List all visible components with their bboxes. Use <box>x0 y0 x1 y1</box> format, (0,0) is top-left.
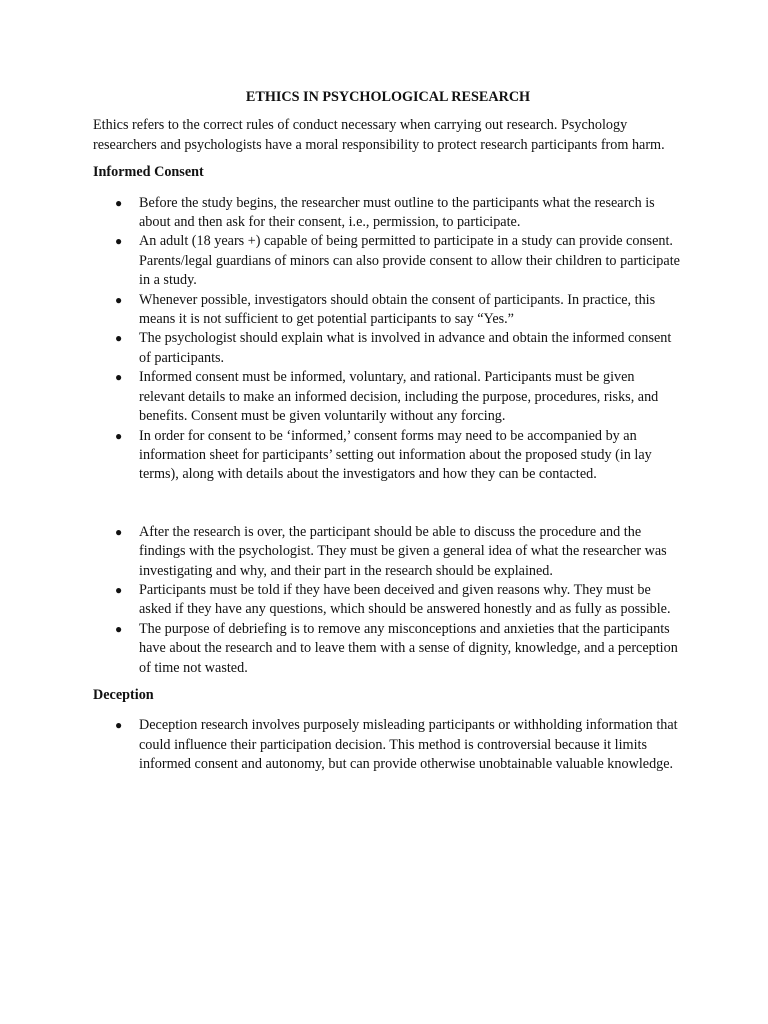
bullet-icon: ● <box>115 234 123 249</box>
list-item-text: The purpose of debriefing is to remove any misconceptions and anxieties that the participants have about the research and to leave them with a sense of dignity, knowledge, and a perception of time not wasted. <box>139 620 678 676</box>
list-item-text: In order for consent to be ‘informed,’ consent forms may need to be accompanied by an information sheet for participants’ setting out information about the proposed study (in lay terms), along with details about the investigators and how they can be contacted. <box>139 427 652 483</box>
bullet-icon: ● <box>115 428 123 443</box>
bullet-icon: ● <box>115 524 123 539</box>
list-item <box>93 581 683 620</box>
list-item <box>93 620 683 678</box>
list-item <box>93 716 683 774</box>
document-title: ETHICS IN PSYCHOLOGICAL RESEARCH <box>245 89 531 105</box>
bullet-icon: ● <box>115 370 123 385</box>
list-item-text: Participants must be told if they have been deceived and given reasons why. They must be asked if they have any questions, which should be answered honestly and as fully as possible. <box>139 581 671 618</box>
bullet-icon: ● <box>115 582 123 597</box>
section-spacer <box>93 485 683 523</box>
bullet-icon: ● <box>115 621 123 636</box>
list-item-text: After the research is over, the participant should be able to discuss the procedure and the findings with the psychologist. They must be given a general idea of what the researcher was investigating and why, and their part in the research should be explained. <box>139 523 667 579</box>
list-item <box>93 194 683 233</box>
list-item-text: Deception research involves purposely misleading participants or withholding information that could influence their participation decision. This method is controversial because it limits informed consent and autonomy, but can provide otherwise unobtainable valuable knowledge. <box>139 717 678 773</box>
list-item-text: The psychologist should explain what is involved in advance and obtain the informed consent of participants. <box>139 330 672 366</box>
list-item <box>93 368 683 426</box>
list-item-text: Before the study begins, the researcher must outline to the participants what the research is about and then ask for their consent, i.e., permission, to participate. <box>139 194 655 231</box>
deception-list <box>93 716 683 774</box>
list-item <box>93 232 683 290</box>
intro-paragraph: Ethics refers to the correct rules of conduct necessary when carrying out research. Psychology researchers and psychologists have a moral responsibility to protect research participants from harm. <box>93 117 665 153</box>
list-item <box>93 523 683 581</box>
bullet-icon: ● <box>115 195 123 210</box>
bullet-icon: ● <box>115 292 123 307</box>
list-item <box>93 427 683 485</box>
list-item-text: Informed consent must be informed, voluntary, and rational. Participants must be given relevant details to make an informed decision, including the purpose, procedures, risks, and benefits. Consent must be given voluntarily without any forcing. <box>139 369 659 425</box>
bullet-icon: ● <box>115 331 123 346</box>
bullet-icon: ● <box>115 718 123 733</box>
heading-deception: Deception <box>93 686 154 703</box>
document-page <box>93 88 683 775</box>
list-item-text: An adult (18 years +) capable of being permitted to participate in a study can provide consent. Parents/legal guardians of minors can also provide consent to allow their children to participate in a study. <box>139 233 680 289</box>
list-item-text: Whenever possible, investigators should obtain the consent of participants. In practice, this means it is not sufficient to get potential participants to say “Yes.” <box>139 291 656 328</box>
list-item <box>93 329 683 368</box>
list-item <box>93 291 683 330</box>
debriefing-list <box>93 523 683 678</box>
informed-consent-list <box>93 194 683 485</box>
heading-informed-consent: Informed Consent <box>93 164 204 181</box>
